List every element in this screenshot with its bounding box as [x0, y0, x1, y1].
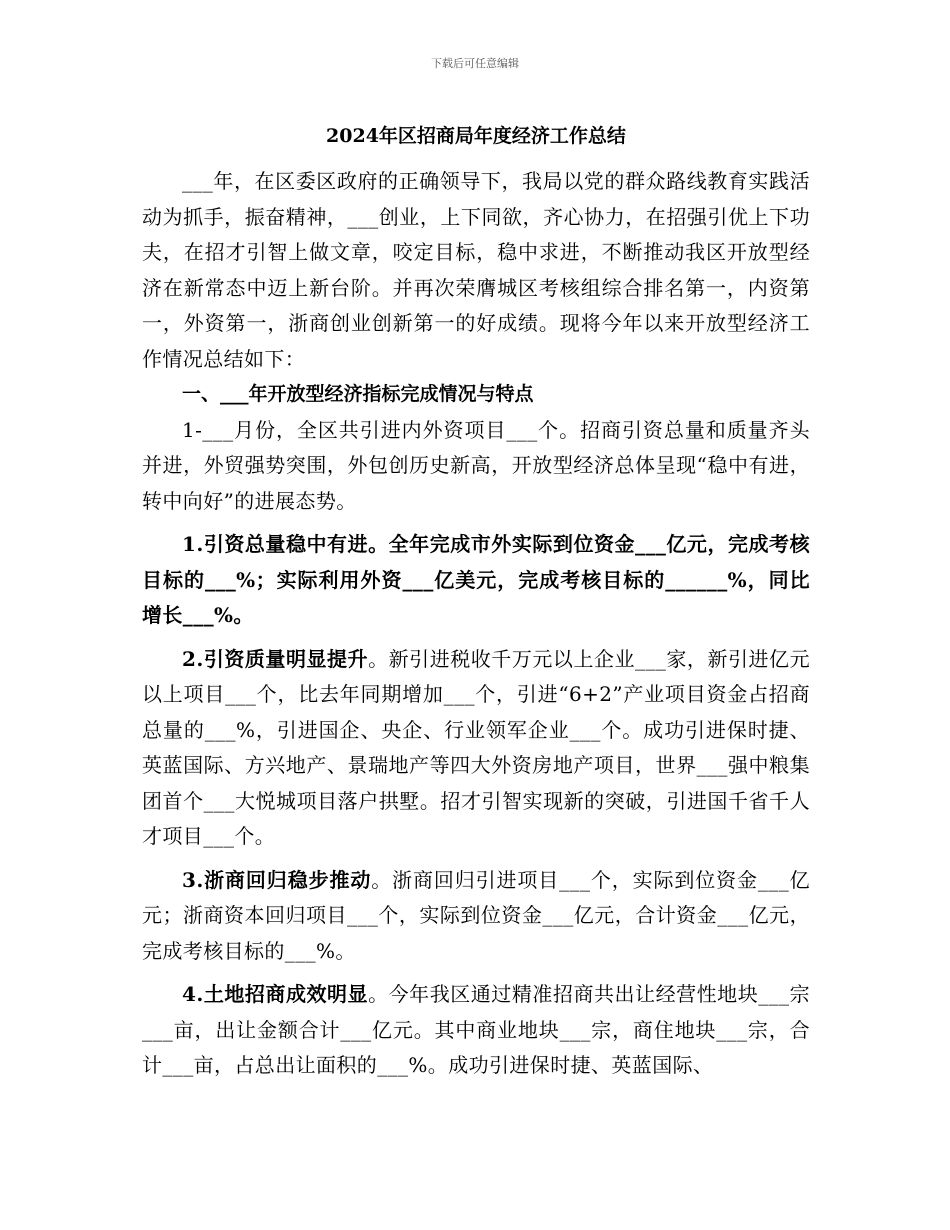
item-3-paragraph	[142, 863, 810, 970]
item-2-lead: 2.引资质量明显提升	[182, 646, 369, 671]
item-2-paragraph	[142, 642, 810, 855]
section-heading-1: 一、___年开放型经济指标完成情况与特点	[182, 383, 534, 405]
item-4-lead: 4.土地招商成效明显	[182, 982, 369, 1006]
item-4-paragraph	[142, 977, 810, 1084]
item-3-text: 。浙商回归引进项目___个，实际到位资金___亿元；浙商资本回归项目___个，实际到位资金___亿元，合计资金___亿元，完成考核目标的___%。	[142, 867, 810, 963]
intro-paragraph: ___年，在区委区政府的正确领导下，我局以党的群众路线教育实践活动为抓手，振奋精神，___创业，上下同欲，齐心协力，在招强引优上下功夫，在招才引智上做文章，咬定目标，稳中求进，不断推动我区开放型经济在新常态中迈上新台阶。并再次荣膺城区考核组综合排名第一，内资第一，外资第一，浙商创业创新第一的好成绩。现将今年以来开放型经济工作情况总结如下：	[142, 169, 810, 371]
item-1-paragraph: 1.引资总量稳中有进。全年完成市外实际到位资金___亿元，完成考核目标的___%；实际利用外资___亿美元，完成考核目标的______%，同比增长___%。	[142, 532, 810, 627]
document-body	[142, 122, 810, 1084]
item-4-text: 。今年我区通过精准招商共出让经营性地块___宗___亩，出让金额合计___亿元。其中商业地块___宗，商住地块___宗，合计___亩，占总出让面积的___%。成功引进保时捷、英蓝国际、	[142, 982, 810, 1077]
item-3-lead: 3.浙商回归稳步推动	[182, 867, 372, 892]
section1-paragraph: 1-___月份，全区共引进内外资项目___个。招商引资总量和质量齐头并进，外贸强势突围，外包创历史新高，开放型经济总体呈现“稳中有进，转中向好”的进展态势。	[142, 417, 810, 513]
page-header: 下载后可任意编辑	[431, 57, 519, 70]
document-title: 2024年区招商局年度经济工作总结	[326, 125, 626, 147]
item-2-text: 。新引进税收千万元以上企业___家，新引进亿元以上项目___个，比去年同期增加___个，引进“6+2”产业项目资金占招商总量的___%，引进国企、央企、行业领军企业___个。成功引进保时捷、英蓝国际、方兴地产、景瑞地产等四大外资房地产项目，世界___强中粮集团首个___大悦城项目落户拱墅。招才引智实现新的突破，引进国千省千人才项目___个。	[142, 646, 810, 848]
